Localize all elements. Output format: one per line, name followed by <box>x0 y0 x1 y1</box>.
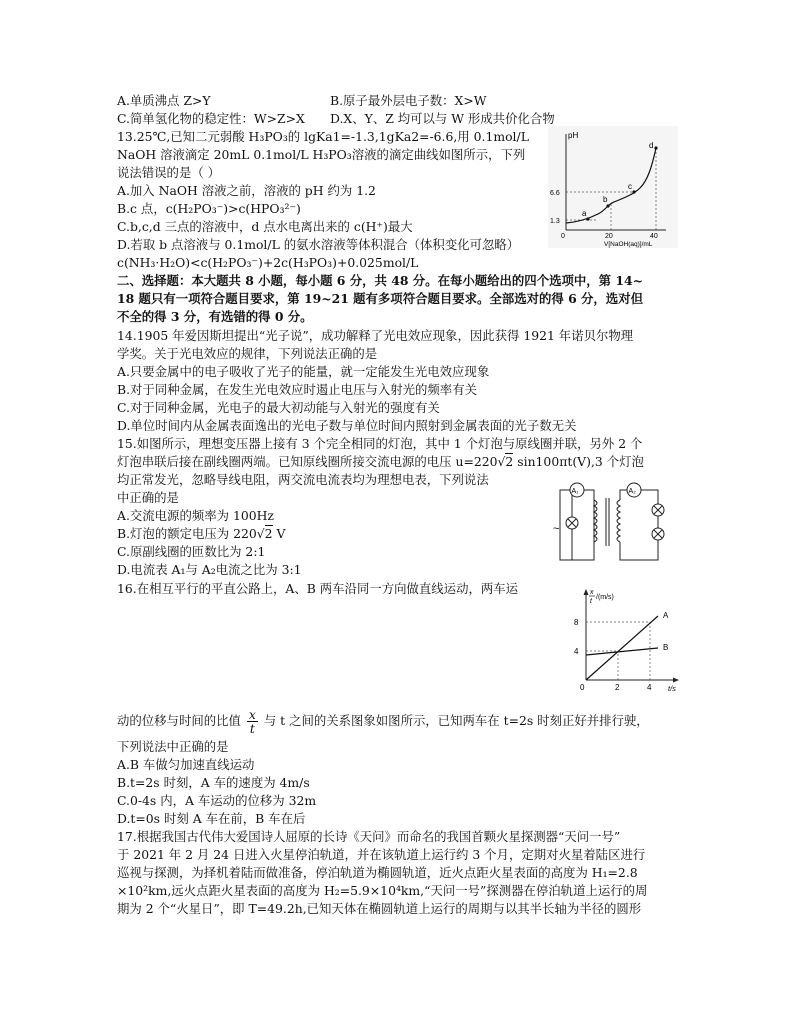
section-2-heading-2: 18 题只有一项符合题目要求，第 19~21 题有多项符合题目要求。全部选对的得 6 分，选对但 <box>117 291 643 306</box>
q13-option-a: A.加入 NaOH 溶液之前，溶液的 pH 约为 1.2 <box>117 183 376 198</box>
q14-stem-2: 学奖。关于光电效应的规律，下列说法正确的是 <box>117 346 378 361</box>
q13-option-d: D.若取 b 点溶液与 0.1mol/L 的氨水溶液等体积混合（体积变化可忽略） <box>117 237 520 252</box>
sqrt-symbol: √ <box>497 454 506 469</box>
x-tick-4: 4 <box>647 683 652 692</box>
y-axis-arrow <box>584 589 589 595</box>
point-d <box>654 146 657 149</box>
q16-option-c: C.0-4s 内，A 车运动的位移为 32m <box>117 793 317 808</box>
q16-option-b: B.t=2s 时刻，A 车的速度为 4m/s <box>117 775 310 790</box>
option-13prev-d: D.X、Y、Z 均可以与 W 形成共价化合物 <box>330 111 555 126</box>
q17-stem-1: 17.根据我国古代伟大爱国诗人屈原的长诗《天问》而命名的我国首颗火星探测器“天问一号” <box>117 829 621 844</box>
line-a-label: A <box>663 611 669 620</box>
q13-option-c: C.b,c,d 三点的溶液中，d 点水电离出来的 c(H⁺)最大 <box>117 219 413 234</box>
section-2-heading-1: 二、选择题：本大题共 8 小题，每小题 6 分，共 48 分。在每小题给出的四个选项中，第 14~ <box>117 273 643 288</box>
label-c: c <box>628 182 632 191</box>
point-c <box>632 190 635 193</box>
q15-option-b <box>117 525 285 543</box>
q15-option-b-sqrt: 2 <box>264 526 273 541</box>
q13-stem-3: 说法错误的是（ ） <box>117 165 221 180</box>
q15-stem-2 <box>117 453 644 471</box>
q14-option-a: A.只要金属中的电子吸收了光子的能量，就一定能发生光电效应现象 <box>117 364 490 379</box>
q14-option-b: B.对于同种金属，在发生光电效应时遏止电压与入射光的频率有关 <box>117 382 477 397</box>
y-tick-4: 4 <box>574 647 579 656</box>
line-b <box>586 648 658 655</box>
x-tick-40: 40 <box>650 233 658 240</box>
ammeter-a1-label: A₁ <box>571 488 579 495</box>
q15-option-b-text: B.灯泡的额定电压为 220 <box>117 526 257 541</box>
line-a <box>586 616 658 680</box>
ac-source-symbol: ~ <box>553 523 560 535</box>
q14-option-c: C.对于同种金属，光电子的最大初动能与入射光的强度有关 <box>117 400 440 415</box>
x-axis-arrow <box>673 678 679 683</box>
x-tick-0: 0 <box>561 233 565 240</box>
y-axis-label: pH <box>568 131 579 140</box>
q16-stem-1: 16.在相互平行的平直公路上，A、B 两车沿同一方向做直线运动，两车运 <box>117 581 519 596</box>
y-tick-13: 1.3 <box>550 218 560 225</box>
q17-stem-2: 于 2021 年 2 月 24 日进入火星停泊轨道，并在该轨道上运行约 3 个月，定期对火星着陆区进行 <box>117 847 646 862</box>
q15-stem-2-end: sin100πt(V),3 个灯泡 <box>517 454 644 469</box>
q13-option-d-cont: c(NH₃·H₂O)<c(H₂PO₃⁻)+2c(H₃PO₃)+0.025mol/L <box>117 255 419 270</box>
titration-chart <box>548 126 678 248</box>
q13-stem-1: 13.25℃,已知二元弱酸 H₃PO₃的 lgKa1=-1.3,1gKa2=-6.6,用 0.1mol/L <box>117 129 529 144</box>
q15-option-a: A.交流电源的频率为 100Hz <box>117 508 274 523</box>
q15-option-d: D.电流表 A₁与 A₂电流之比为 3:1 <box>117 562 302 577</box>
y-tick-66: 6.6 <box>550 190 560 197</box>
x-tick-20: 20 <box>605 233 613 240</box>
secondary-wire <box>620 490 658 560</box>
ammeter-a2-label: A₂ <box>628 488 636 495</box>
option-13prev-a: A.单质沸点 Z>Y <box>117 93 211 108</box>
q15-stem-4: 中正确的是 <box>117 490 179 505</box>
q17-stem-3: 巡视与探测，为择机着陆而做准备，停泊轨道为椭圆轨道，近火点距火星表面的高度为 H₁=2.8 <box>117 865 638 880</box>
y-label-den: t <box>590 598 592 605</box>
q17-stem-5: 期为 2 个“火星日”，即 T=49.2h,已知天体在椭圆轨道上运行的周期与以其半长轴为半径的圆形 <box>117 901 642 916</box>
label-b: b <box>603 195 608 204</box>
q16-stem-2 <box>117 708 649 735</box>
primary-wire-bottom <box>560 528 594 560</box>
velocity-graph-figure <box>568 586 688 696</box>
q17-stem-4: ×10²km,远火点距火星表面的高度为 H₂=5.9×10⁴km,“天问一号”探测器在停泊轨道上运行的周 <box>117 883 648 898</box>
q13-stem-2: NaOH 溶液滴定 20mL 0.1mol/L H₃PO₃溶液的滴定曲线如图所示，下列 <box>117 147 526 162</box>
x-tick-0: 0 <box>580 683 585 692</box>
fraction-denominator: t <box>249 721 255 736</box>
label-a: a <box>582 209 587 218</box>
transformer-circuit-figure <box>548 478 680 570</box>
x-axis-label: t/s <box>668 684 676 693</box>
q15-option-c: C.原副线圈的匝数比为 2:1 <box>117 544 266 559</box>
point-a <box>586 217 589 220</box>
q16-option-d: D.t=0s 时刻 A 车在前，B 车在后 <box>117 811 306 826</box>
q16-stem-3: 下列说法中正确的是 <box>117 739 229 754</box>
q15-stem-2-text: 灯泡串联后接在副线圈两端。已知原线圈所接交流电源的电压 u=220 <box>117 454 498 469</box>
q15-option-b-unit: V <box>276 526 286 541</box>
section-2-heading-3: 不全的得 3 分，有选错的得 0 分。 <box>117 309 313 324</box>
fraction-numerator: x <box>248 707 256 722</box>
q16-stem-2-end: 与 t 之间的关系图象如图所示，已知两车在 t=2s 时刻正好并排行驶， <box>263 713 649 728</box>
xt-chart <box>568 586 688 696</box>
y-label-num: x <box>590 589 594 596</box>
q15-stem-3: 均正常发光，忽略导线电阻，两交流电流表均为理想电表，下列说法 <box>117 472 489 487</box>
q15-stem-1: 15.如图所示，理想变压器上接有 3 个完全相同的灯泡，其中 1 个灯泡与原线圈并联，另外 2 个 <box>117 436 643 451</box>
line-b-label: B <box>663 643 669 652</box>
y-tick-8: 8 <box>574 618 579 627</box>
point-b <box>606 204 609 207</box>
q14-option-d: D.单位时间内从金属表面逸出的光电子数与单位时间内照射到金属表面的光子数无关 <box>117 418 577 433</box>
q14-stem-1: 14.1905 年爱因斯坦提出“光子说”，成功解释了光电效应现象，因此获得 1921 年诺贝尔物理 <box>117 328 634 343</box>
option-13prev-b: B.原子最外层电子数：X>W <box>330 93 487 108</box>
x-axis-label: V[NaOH(aq)]/mL <box>604 241 653 248</box>
titration-curve-figure <box>548 126 678 248</box>
circuit-diagram <box>548 478 680 570</box>
q16-option-a: A.B 车做匀加速直线运动 <box>117 757 255 772</box>
option-13prev-c: C.简单氢化物的稳定性：W>Z>X <box>117 111 305 126</box>
y-label-unit: /(m/s) <box>596 594 614 601</box>
x-tick-2: 2 <box>615 683 620 692</box>
secondary-coil <box>617 500 620 542</box>
q16-stem-2-text: 动的位移与时间的比值 <box>117 713 241 728</box>
label-d: d <box>649 141 654 150</box>
q13-option-b: B.c 点，c(H₂PO₃⁻)>c(HPO₃²⁻) <box>117 201 301 216</box>
q15-sqrt-value: 2 <box>505 454 514 469</box>
sqrt-symbol: √ <box>256 526 265 541</box>
fraction-x-over-t <box>247 708 258 735</box>
